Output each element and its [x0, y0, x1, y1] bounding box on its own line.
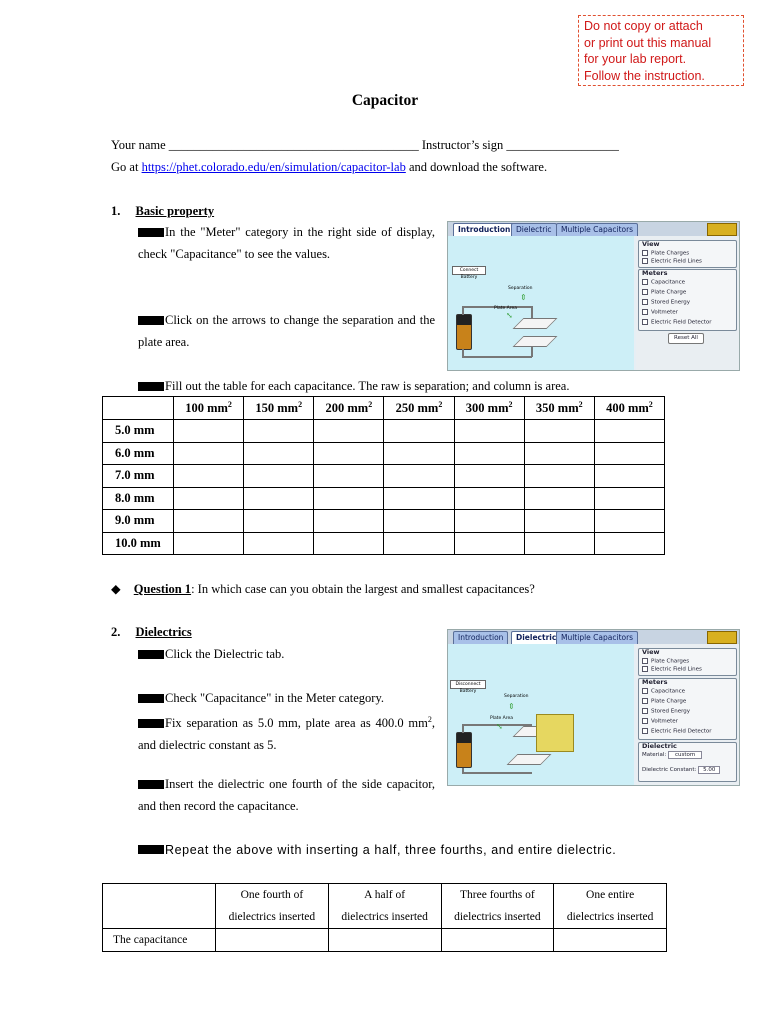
- corner-cell: [103, 884, 216, 929]
- corner-cell: [103, 397, 174, 420]
- bullet-text: Insert the dielectric one fourth of the side capacitor, and then record the capacitance.: [138, 777, 435, 813]
- dielectric-box: [638, 742, 737, 782]
- table-cell[interactable]: [174, 465, 244, 488]
- checkbox-label: Capacitance: [651, 279, 686, 286]
- dielectric-label: Dielectric: [642, 742, 677, 750]
- checkbox-plate-charge[interactable]: [642, 289, 686, 296]
- bullet-icon: [138, 719, 164, 728]
- diamond-icon: ◆: [111, 582, 121, 596]
- battery-toggle-button[interactable]: Connect Battery: [452, 266, 486, 275]
- sim-play-area: [448, 236, 634, 370]
- table-cell[interactable]: [384, 420, 454, 443]
- bullet-icon: [138, 650, 164, 659]
- phet-link[interactable]: https://phet.colorado.edu/en/simulation/capacitor-lab: [141, 160, 406, 174]
- question-1: [111, 581, 535, 597]
- sim-tab-bar: [448, 222, 739, 236]
- sign-blank[interactable]: __________________: [506, 138, 619, 152]
- table-cell[interactable]: [454, 510, 524, 533]
- wire: [462, 772, 532, 774]
- go-line: [111, 160, 547, 175]
- bottom-plate[interactable]: [507, 754, 552, 765]
- bullet-icon: [138, 780, 164, 789]
- table-row: [103, 465, 665, 488]
- row-header: 9.0 mm: [103, 510, 174, 533]
- page-title: Capacitor: [351, 92, 419, 109]
- s2-bullet-2: [138, 691, 384, 706]
- column-header: One fourth of dielectrics inserted: [216, 884, 329, 929]
- wire: [462, 356, 532, 358]
- bottom-plate[interactable]: [513, 336, 558, 347]
- table-row: [103, 929, 667, 952]
- material-row: [642, 752, 702, 759]
- table-header-row: [103, 397, 665, 420]
- top-plate[interactable]: [513, 318, 558, 329]
- section-number: 1.: [111, 204, 121, 218]
- view-label: View: [642, 240, 660, 248]
- sign-label: Instructor’s sign: [421, 138, 504, 152]
- meters-label: Meters: [642, 678, 668, 686]
- table-cell[interactable]: [594, 510, 664, 533]
- table-row: [103, 487, 665, 510]
- column-header: 250 $mm^2$: [384, 397, 454, 420]
- table-cell[interactable]: [328, 929, 441, 952]
- superscript: 2: [427, 715, 432, 724]
- row-header: 5.0 mm: [103, 420, 174, 443]
- table-cell[interactable]: [594, 465, 664, 488]
- table-cell[interactable]: [384, 465, 454, 488]
- table-cell[interactable]: [594, 532, 664, 555]
- table-cell[interactable]: [216, 929, 329, 952]
- table-cell[interactable]: [314, 510, 384, 533]
- notice-line: or print out this manual: [584, 35, 712, 50]
- tab-introduction[interactable]: Introduction: [453, 223, 515, 236]
- bullet-text: Click the Dielectric tab.: [165, 647, 285, 661]
- table-cell[interactable]: [441, 929, 554, 952]
- column-header: 100 $mm^2$: [174, 397, 244, 420]
- table-cell[interactable]: [244, 465, 314, 488]
- checkbox-stored-energy[interactable]: [642, 708, 690, 715]
- simulation-screenshot-intro: [447, 221, 740, 371]
- tab-multiple-capacitors[interactable]: Multiple Capacitors: [556, 631, 638, 644]
- checkbox-label: Plate Charge: [651, 698, 687, 705]
- table-row: [103, 442, 665, 465]
- sim-tab-bar: [448, 630, 739, 644]
- checkbox-label: Electric Field Detector: [651, 319, 712, 326]
- checkbox-label: Plate Charge: [651, 289, 687, 296]
- section-1-heading: [111, 204, 214, 219]
- checkbox-field-lines[interactable]: [642, 666, 702, 673]
- bullet-icon: [138, 845, 164, 854]
- checkbox-field-lines[interactable]: [642, 258, 702, 265]
- row-header: 10.0 mm: [103, 532, 174, 555]
- constant-row: [642, 767, 720, 774]
- column-header: One entire dielectrics inserted: [554, 884, 667, 929]
- checkbox-field-detector[interactable]: [642, 319, 712, 326]
- checkbox-plate-charges[interactable]: [642, 250, 689, 257]
- table-row: [103, 532, 665, 555]
- simulation-screenshot-dielectric: [447, 629, 740, 786]
- name-blank[interactable]: ________________________________________: [168, 138, 419, 152]
- table-cell[interactable]: [524, 510, 594, 533]
- bullet-text: Repeat the above with inserting a half, three fourths, and entire dielectric.: [165, 843, 617, 857]
- s1-bullet-2: [138, 309, 435, 353]
- s2-bullet-1: [138, 647, 284, 662]
- question-label: Question 1: [133, 582, 192, 596]
- area-label: Plate Area: [490, 716, 514, 721]
- name-label: Your name: [111, 138, 166, 152]
- table-cell[interactable]: [554, 929, 667, 952]
- notice-line: for your lab report.: [584, 52, 687, 66]
- table-cell[interactable]: [244, 532, 314, 555]
- s1-bullet-1: [138, 221, 435, 265]
- table-cell[interactable]: [594, 442, 664, 465]
- battery-icon: [456, 314, 472, 350]
- table-cell[interactable]: [384, 442, 454, 465]
- table-cell[interactable]: [314, 420, 384, 443]
- row-header: 7.0 mm: [103, 465, 174, 488]
- constant-label: Dielectric Constant:: [642, 767, 697, 773]
- table-row: [103, 420, 665, 443]
- section-2-heading: [111, 625, 192, 640]
- column-header: 150 $mm^2$: [244, 397, 314, 420]
- table-cell[interactable]: [244, 510, 314, 533]
- tab-dielectric[interactable]: Dielectric: [511, 223, 557, 236]
- table-cell[interactable]: [454, 442, 524, 465]
- area-label: Plate Area: [494, 306, 518, 311]
- warning-notice: [578, 15, 744, 86]
- column-header: A half of dielectrics inserted: [328, 884, 441, 929]
- view-label: View: [642, 648, 660, 656]
- table-cell[interactable]: [174, 442, 244, 465]
- row-header: 8.0 mm: [103, 487, 174, 510]
- checkbox-voltmeter[interactable]: [642, 309, 678, 316]
- wire: [531, 306, 533, 318]
- table-cell[interactable]: [384, 487, 454, 510]
- meters-label: Meters: [642, 269, 668, 277]
- constant-input[interactable]: 5.00: [698, 766, 720, 774]
- table-header-row: [103, 884, 667, 929]
- checkbox-plate-charge[interactable]: [642, 698, 686, 705]
- area-arrow-icon[interactable]: ⤡: [506, 311, 513, 320]
- table-cell[interactable]: [384, 532, 454, 555]
- checkbox-capacitance[interactable]: [642, 688, 685, 695]
- go-prefix: Go at: [111, 160, 139, 174]
- s2-bullet-5: [138, 839, 660, 861]
- bullet-text: Fill out the table for each capacitance. The raw is separation; and column is area.: [165, 379, 570, 393]
- separation-label: Separation: [508, 286, 533, 291]
- dielectric-block[interactable]: [536, 714, 574, 752]
- column-header: Three fourths of dielectrics inserted: [441, 884, 554, 929]
- separation-arrow-icon[interactable]: ⇕: [508, 702, 515, 711]
- sim-play-area: [448, 644, 634, 785]
- table-cell[interactable]: [524, 532, 594, 555]
- s2-bullet-4: [138, 773, 435, 817]
- table-cell[interactable]: [454, 532, 524, 555]
- battery-icon: [456, 732, 472, 768]
- bullet-icon: [138, 316, 164, 325]
- name-line: [111, 138, 619, 153]
- notice-line: Do not copy or attach: [584, 19, 703, 33]
- go-suffix: and download the software.: [408, 160, 548, 174]
- phet-logo-icon: [707, 631, 737, 644]
- table-cell[interactable]: [524, 442, 594, 465]
- checkbox-label: Voltmeter: [651, 718, 678, 725]
- table-cell[interactable]: [524, 465, 594, 488]
- table-cell[interactable]: [594, 420, 664, 443]
- table-cell[interactable]: [174, 487, 244, 510]
- table-cell[interactable]: [384, 510, 454, 533]
- s1-bullet-3: [138, 379, 569, 394]
- row-header: The capacitance: [103, 929, 216, 952]
- column-header: 350 $mm^2$: [524, 397, 594, 420]
- material-select[interactable]: custom: [668, 751, 702, 759]
- checkbox-label: Electric Field Detector: [651, 728, 712, 735]
- table-cell[interactable]: [594, 487, 664, 510]
- battery-toggle-button[interactable]: Disconnect Battery: [450, 680, 486, 689]
- table-cell[interactable]: [314, 442, 384, 465]
- meters-box: [638, 269, 737, 331]
- checkbox-voltmeter[interactable]: [642, 718, 678, 725]
- table-cell[interactable]: [314, 532, 384, 555]
- bullet-icon: [138, 228, 164, 237]
- tab-multiple-capacitors[interactable]: Multiple Capacitors: [556, 223, 638, 236]
- bullet-text: Fix separation as 5.0 mm, plate area as 400.0 mm: [165, 716, 428, 731]
- table-cell[interactable]: [454, 465, 524, 488]
- area-arrow-icon[interactable]: ⤡: [496, 722, 503, 731]
- bullet-icon: [138, 694, 164, 703]
- material-label: Material:: [642, 752, 667, 758]
- checkbox-label: Plate Charges: [651, 250, 690, 257]
- separation-arrow-icon[interactable]: ⇕: [520, 293, 527, 302]
- table-cell[interactable]: [454, 487, 524, 510]
- column-header: 200 $mm^2$: [314, 397, 384, 420]
- reset-all-button[interactable]: Reset All: [668, 333, 704, 344]
- tab-dielectric[interactable]: Dielectric: [511, 631, 561, 644]
- bullet-icon: [138, 382, 164, 391]
- table-cell[interactable]: [524, 487, 594, 510]
- question-text: : In which case can you obtain the largest and smallest capacitances?: [191, 582, 535, 596]
- table-cell[interactable]: [524, 420, 594, 443]
- row-header: 6.0 mm: [103, 442, 174, 465]
- bullet-text: Click on the arrows to change the separation and the plate area.: [138, 313, 435, 349]
- bullet-text: Check "Capacitance" in the Meter category.: [165, 691, 385, 705]
- dielectric-table: [102, 883, 667, 952]
- checkbox-field-detector[interactable]: [642, 728, 712, 735]
- column-header: 300 $mm^2$: [454, 397, 524, 420]
- checkbox-capacitance[interactable]: [642, 279, 685, 286]
- table-cell[interactable]: [454, 420, 524, 443]
- checkbox-label: Plate Charges: [651, 658, 690, 665]
- phet-logo-icon: [707, 223, 737, 236]
- sim-control-panel: [636, 236, 739, 370]
- section-number: 2.: [111, 625, 121, 639]
- checkbox-label: Electric Field Lines: [651, 666, 702, 673]
- table-row: [103, 510, 665, 533]
- table-cell[interactable]: [174, 420, 244, 443]
- table-cell[interactable]: [244, 420, 314, 443]
- tab-introduction[interactable]: Introduction: [453, 631, 508, 644]
- section-title: Dielectrics: [135, 625, 192, 639]
- table-cell[interactable]: [314, 465, 384, 488]
- table-cell[interactable]: [314, 487, 384, 510]
- table-cell[interactable]: [244, 442, 314, 465]
- checkbox-plate-charges[interactable]: [642, 658, 689, 665]
- capacitance-table: [102, 396, 665, 555]
- separation-label: Separation: [504, 694, 529, 699]
- checkbox-label: Voltmeter: [651, 309, 678, 316]
- checkbox-stored-energy[interactable]: [642, 299, 690, 306]
- section-title: Basic property: [135, 204, 215, 218]
- checkbox-label: Stored Energy: [651, 708, 691, 715]
- s2-bullet-3: [138, 709, 435, 756]
- view-box: [638, 240, 737, 268]
- checkbox-label: Capacitance: [651, 688, 686, 695]
- meters-box: [638, 678, 737, 740]
- bullet-text: , and dielectric constant as 5.: [138, 716, 435, 753]
- table-cell[interactable]: [174, 510, 244, 533]
- checkbox-label: Stored Energy: [651, 299, 691, 306]
- sim-control-panel: [636, 644, 739, 785]
- bullet-text: In the "Meter" category in the right side of display, check "Capacitance" to see the values.: [138, 225, 435, 261]
- table-cell[interactable]: [174, 532, 244, 555]
- table-cell[interactable]: [244, 487, 314, 510]
- column-header: 400 $mm^2$: [594, 397, 664, 420]
- view-box: [638, 648, 737, 676]
- checkbox-label: Electric Field Lines: [651, 258, 702, 265]
- notice-line: Follow the instruction.: [584, 68, 705, 83]
